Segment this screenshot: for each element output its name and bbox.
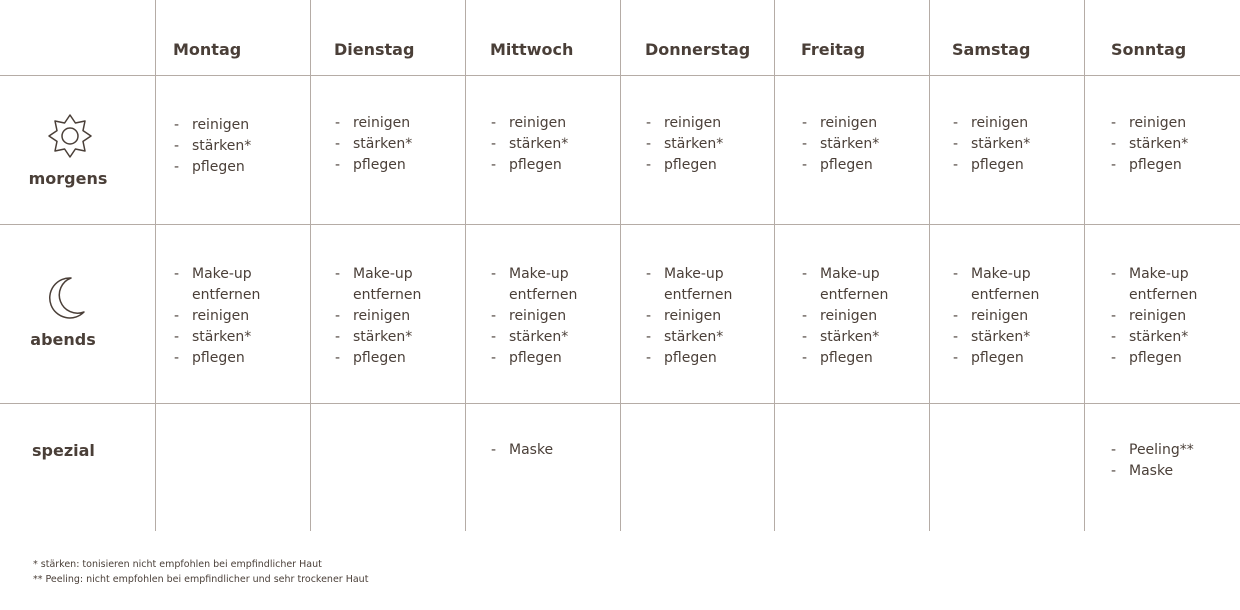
- routine-step-text: - pflegen: [664, 157, 717, 173]
- column-divider: [465, 0, 466, 531]
- routine-step-text: entfernen: [192, 287, 261, 303]
- column-divider: [1084, 0, 1085, 531]
- routine-step: [646, 348, 732, 369]
- routine-step: [491, 348, 577, 369]
- routine-step: [802, 306, 888, 327]
- cell-special-mittwoch: [491, 440, 553, 461]
- routine-step: [491, 440, 553, 461]
- routine-step-text: - stärken*: [971, 136, 1031, 152]
- routine-step: [335, 348, 421, 369]
- row-label-special: spezial: [32, 441, 95, 460]
- routine-step-text: - stärken*: [664, 329, 724, 345]
- routine-step-text: - Make-up: [971, 266, 1031, 282]
- routine-step-text: - pflegen: [192, 159, 245, 175]
- routine-step: [953, 327, 1039, 348]
- routine-step: [953, 113, 1030, 134]
- routine-step: [335, 327, 421, 348]
- routine-step: [1111, 306, 1197, 327]
- routine-step: [335, 134, 412, 155]
- column-divider: [310, 0, 311, 531]
- routine-step: [491, 113, 568, 134]
- routine-step-text: - stärken*: [971, 329, 1031, 345]
- routine-step: [953, 134, 1030, 155]
- cell-evening-dienstag: [335, 264, 421, 369]
- routine-step-text: - pflegen: [664, 350, 717, 366]
- routine-step-text: - stärken*: [192, 329, 252, 345]
- day-header-saturday: Samstag: [952, 40, 1031, 59]
- routine-step: [953, 306, 1039, 327]
- footnote-starken: * stärken: tonisieren nicht empfohlen bei empfindlicher Haut: [33, 559, 322, 570]
- routine-step-text: - pflegen: [192, 350, 245, 366]
- routine-step: [1111, 461, 1194, 482]
- routine-step: [174, 136, 251, 157]
- routine-step-text: - Maske: [509, 442, 554, 458]
- routine-step: [491, 134, 568, 155]
- routine-step: [646, 113, 723, 134]
- routine-step: [174, 264, 260, 306]
- column-divider: [774, 0, 775, 531]
- routine-step: [491, 327, 577, 348]
- cell-morning-mittwoch: [491, 113, 568, 176]
- routine-step: [953, 348, 1039, 369]
- sun-icon: [46, 112, 94, 160]
- day-header-tuesday: Dienstag: [334, 40, 415, 59]
- routine-step: [335, 264, 421, 306]
- routine-step-text: - reinigen: [971, 308, 1029, 324]
- routine-step: [646, 327, 732, 348]
- cell-morning-freitag: [802, 113, 879, 176]
- routine-step-text: - reinigen: [509, 308, 567, 324]
- row-divider: [0, 224, 1240, 225]
- routine-step-text: - stärken*: [509, 136, 569, 152]
- routine-step-text: - stärken*: [1129, 136, 1189, 152]
- column-divider: [929, 0, 930, 531]
- routine-step-text: - Make-up: [664, 266, 724, 282]
- cell-evening-donnerstag: [646, 264, 732, 369]
- cell-morning-sonntag: [1111, 113, 1188, 176]
- routine-step-text: entfernen: [971, 287, 1040, 303]
- routine-step: [335, 155, 412, 176]
- column-divider: [620, 0, 621, 531]
- cell-morning-samstag: [953, 113, 1030, 176]
- routine-step-text: - stärken*: [664, 136, 724, 152]
- cell-evening-sonntag: [1111, 264, 1197, 369]
- cell-evening-freitag: [802, 264, 888, 369]
- cell-morning-montag: [174, 115, 251, 178]
- cell-special-sonntag: [1111, 440, 1194, 482]
- routine-step: [174, 157, 251, 178]
- routine-step-text: - Maske: [1129, 463, 1174, 479]
- routine-step-text: - pflegen: [1129, 350, 1182, 366]
- routine-step-text: - Peeling**: [1129, 442, 1194, 458]
- routine-step-text: - reinigen: [820, 115, 878, 131]
- routine-step-text: - reinigen: [509, 115, 567, 131]
- routine-step-text: - reinigen: [353, 308, 411, 324]
- row-divider: [0, 403, 1240, 404]
- routine-step: [802, 348, 888, 369]
- routine-step: [335, 306, 421, 327]
- cell-evening-mittwoch: [491, 264, 577, 369]
- routine-step: [1111, 348, 1197, 369]
- cell-evening-samstag: [953, 264, 1039, 369]
- routine-step: [1111, 113, 1188, 134]
- routine-step: [646, 155, 723, 176]
- routine-step-text: - pflegen: [971, 350, 1024, 366]
- routine-step-text: - Make-up: [820, 266, 880, 282]
- routine-step-text: - stärken*: [1129, 329, 1189, 345]
- routine-step: [646, 306, 732, 327]
- day-header-monday: Montag: [173, 40, 242, 59]
- routine-step: [953, 264, 1039, 306]
- routine-step-text: - pflegen: [353, 157, 406, 173]
- day-header-friday: Freitag: [801, 40, 866, 59]
- day-header-sunday: Sonntag: [1111, 40, 1187, 59]
- routine-step: [802, 264, 888, 306]
- routine-step-text: - stärken*: [192, 138, 252, 154]
- routine-step-text: - stärken*: [353, 329, 413, 345]
- routine-step-text: - Make-up: [353, 266, 413, 282]
- routine-step-text: entfernen: [1129, 287, 1198, 303]
- routine-step-text: - reinigen: [353, 115, 411, 131]
- row-label-morning: morgens: [28, 169, 108, 188]
- routine-step-text: - pflegen: [509, 350, 562, 366]
- routine-step: [335, 113, 412, 134]
- routine-step-text: entfernen: [820, 287, 889, 303]
- routine-step-text: - pflegen: [353, 350, 406, 366]
- day-header-wednesday: Mittwoch: [490, 40, 574, 59]
- routine-step-text: - Make-up: [1129, 266, 1189, 282]
- routine-step: [1111, 134, 1188, 155]
- routine-step: [491, 155, 568, 176]
- routine-step: [1111, 327, 1197, 348]
- routine-step-text: entfernen: [509, 287, 578, 303]
- routine-step-text: - stärken*: [820, 136, 880, 152]
- routine-step-text: entfernen: [664, 287, 733, 303]
- column-divider: [155, 0, 156, 531]
- routine-step-text: - reinigen: [820, 308, 878, 324]
- routine-step-text: - reinigen: [1129, 308, 1187, 324]
- routine-step: [174, 327, 260, 348]
- routine-step-text: - reinigen: [1129, 115, 1187, 131]
- routine-step-text: - pflegen: [820, 350, 873, 366]
- routine-step-text: - pflegen: [1129, 157, 1182, 173]
- routine-step: [802, 327, 888, 348]
- routine-step-text: - stärken*: [509, 329, 569, 345]
- routine-step-text: - pflegen: [820, 157, 873, 173]
- routine-step-text: - reinigen: [971, 115, 1029, 131]
- routine-step: [174, 115, 251, 136]
- row-divider: [0, 75, 1240, 76]
- routine-step-text: entfernen: [353, 287, 422, 303]
- cell-morning-donnerstag: [646, 113, 723, 176]
- routine-step-text: - reinigen: [192, 117, 250, 133]
- routine-step: [1111, 264, 1197, 306]
- routine-step: [802, 155, 879, 176]
- routine-step: [174, 348, 260, 369]
- cell-evening-montag: [174, 264, 260, 369]
- routine-step-text: - Make-up: [192, 266, 252, 282]
- routine-step-text: - reinigen: [664, 308, 722, 324]
- routine-step-text: - reinigen: [664, 115, 722, 131]
- routine-step: [802, 134, 879, 155]
- routine-step-text: - pflegen: [509, 157, 562, 173]
- routine-step-text: - stärken*: [353, 136, 413, 152]
- routine-step: [174, 306, 260, 327]
- row-label-evening: abends: [30, 330, 96, 349]
- routine-step-text: - reinigen: [192, 308, 250, 324]
- routine-step: [1111, 440, 1194, 461]
- cell-morning-dienstag: [335, 113, 412, 176]
- routine-step-text: - Make-up: [509, 266, 569, 282]
- routine-step: [491, 264, 577, 306]
- routine-step: [646, 134, 723, 155]
- routine-step: [646, 264, 732, 306]
- routine-step-text: - pflegen: [971, 157, 1024, 173]
- routine-step: [802, 113, 879, 134]
- routine-step: [491, 306, 577, 327]
- routine-step-text: - stärken*: [820, 329, 880, 345]
- routine-step: [953, 155, 1030, 176]
- footnote-peeling: ** Peeling: nicht empfohlen bei empfindlicher und sehr trockener Haut: [33, 574, 369, 585]
- routine-step: [1111, 155, 1188, 176]
- day-header-thursday: Donnerstag: [645, 40, 751, 59]
- moon-icon: [49, 276, 87, 320]
